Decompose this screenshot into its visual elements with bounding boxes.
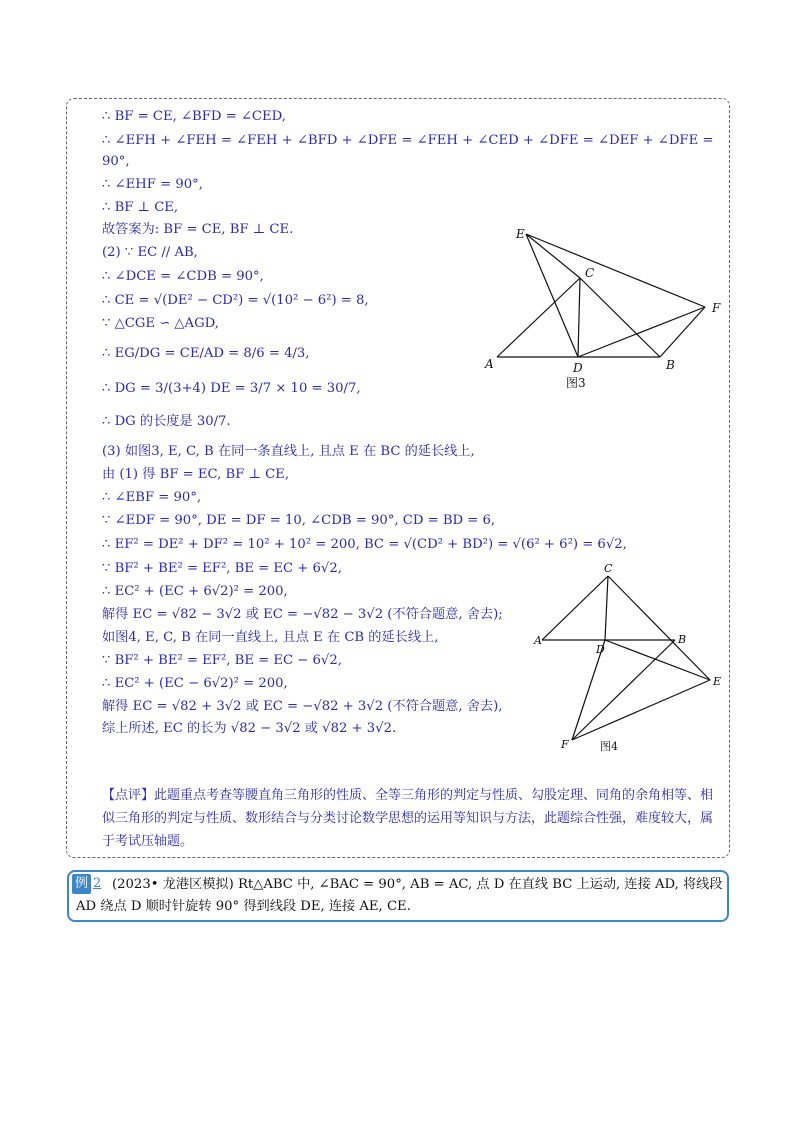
label-d: D bbox=[596, 643, 605, 656]
figure-4-diagram bbox=[530, 560, 730, 755]
solution-line: ∵ △CGE ∽ △AGD, bbox=[102, 316, 219, 331]
figure-3 bbox=[480, 222, 730, 401]
label-c: C bbox=[585, 266, 595, 280]
segment-ec bbox=[526, 234, 580, 278]
solution-line: ∴ EC² + (EC − 6√2)² = 200, bbox=[102, 676, 288, 691]
figure-4-caption: 图4 bbox=[600, 740, 618, 753]
solution-line: 由 (1) 得 BF = EC, BF ⊥ CE, bbox=[102, 467, 290, 482]
solution-line: ∴ BF ⊥ CE, bbox=[102, 200, 179, 215]
segment-cd bbox=[605, 576, 608, 640]
segment-ac bbox=[497, 278, 580, 357]
solution-line: ∴ EG/DG = CE/AD = 8/6 = 4/3, bbox=[102, 346, 310, 361]
solution-line: ∴ ∠EHF = 90°, bbox=[102, 177, 203, 192]
label-b: B bbox=[678, 633, 687, 646]
label-c: C bbox=[604, 562, 613, 575]
solution-line: ∴ ∠DCE = ∠CDB = 90°, bbox=[102, 269, 264, 284]
label-d: D bbox=[573, 361, 583, 375]
segment-fe bbox=[572, 680, 710, 740]
comment-tag: 【点评】 bbox=[102, 788, 155, 803]
segment-df bbox=[578, 307, 705, 357]
label-e: E bbox=[516, 227, 525, 241]
solution-line: 90°, bbox=[102, 154, 130, 169]
figure-3-diagram bbox=[480, 222, 730, 397]
solution-line: 如图4, E, C, B 在同一直线上, 且点 E 在 CB 的延长线上, bbox=[102, 630, 439, 645]
segment-de bbox=[605, 640, 710, 680]
comment-text: 此题重点考查等腰直角三角形的性质、全等三角形的判定与性质、勾股定理、同角的余角相等、相似三角形的判定与性质、数形结合与分类讨论数学思想的运用等知识与方法，此题综合性强，难度较大，属于考试压轴题。 bbox=[102, 788, 714, 849]
solution-line: 综上所述, EC 的长为 √82 − 3√2 或 √82 + 3√2. bbox=[102, 721, 397, 736]
solution-line: ∵ BF² + BE² = EF², BE = EC − 6√2, bbox=[102, 653, 342, 668]
solution-line: ∴ ∠EBF = 90°, bbox=[102, 490, 202, 505]
solution-line: ∴ EC² + (EC + 6√2)² = 200, bbox=[102, 584, 288, 599]
segment-ac bbox=[542, 576, 608, 640]
solution-line: ∴ EF² = DE² + DF² = 10² + 10² = 200, BC = √(CD² + BD²) = √(6² + 6²) = 6√2, bbox=[102, 537, 627, 552]
solution-line: ∴ BF = CE, ∠BFD = ∠CED, bbox=[102, 109, 286, 124]
solution-line: (2) ∵ EC // AB, bbox=[102, 245, 198, 260]
label-f: F bbox=[561, 738, 569, 751]
example-badge: 例 bbox=[72, 874, 91, 894]
segment-ce bbox=[608, 576, 710, 680]
label-e: E bbox=[713, 675, 722, 688]
solution-line: 解得 EC = √82 + 3√2 或 EC = −√82 + 3√2 (不符合题意, 舍去), bbox=[102, 699, 503, 714]
solution-line: ∴ DG = 3/(3+4) DE = 3/7 × 10 = 30/7, bbox=[102, 381, 361, 396]
segment-bf bbox=[660, 307, 705, 357]
segment-cd bbox=[578, 278, 580, 357]
segment-fb bbox=[572, 640, 675, 740]
solution-line: ∴ ∠EFH + ∠FEH = ∠FEH + ∠BFD + ∠DFE = ∠FEH + ∠CED + ∠DFE = ∠DEF + ∠DFE = bbox=[102, 133, 714, 148]
figure-3-caption: 图3 bbox=[566, 376, 586, 390]
solution-line: 故答案为: BF = CE, BF ⊥ CE. bbox=[102, 222, 294, 237]
figure-4 bbox=[530, 560, 730, 759]
solution-line: ∵ ∠EDF = 90°, DE = DF = 10, ∠CDB = 90°, CD = BD = 6, bbox=[102, 513, 496, 528]
label-f: F bbox=[712, 301, 721, 315]
solution-line: ∴ CE = √(DE² − CD²) = √(10² − 6²) = 8, bbox=[102, 293, 369, 308]
example-text-line-1: (2023• 龙港区模拟) Rt△ABC 中, ∠BAC = 90°, AB = AC, 点 D 在直线 BC 上运动, 连接 AD, 将线段 bbox=[112, 877, 723, 892]
solution-line: 解得 EC = √82 − 3√2 或 EC = −√82 − 3√2 (不符合题意, 舍去); bbox=[102, 607, 503, 622]
solution-line: ∵ BF² + BE² = EF², BE = EC + 6√2, bbox=[102, 561, 342, 576]
solution-line: (3) 如图3, E, C, B 在同一条直线上, 且点 E 在 BC 的延长线上, bbox=[102, 444, 475, 459]
example-text-line-2: AD 绕点 D 顺时针旋转 90° 得到线段 DE, 连接 AE, CE. bbox=[76, 899, 411, 914]
solution-line: ∴ DG 的长度是 30/7. bbox=[102, 414, 231, 429]
segment-cb bbox=[580, 278, 660, 357]
comment-paragraph bbox=[102, 784, 722, 853]
example-number: 2 bbox=[93, 876, 102, 891]
label-b: B bbox=[666, 358, 675, 372]
label-a: A bbox=[534, 634, 542, 647]
label-a: A bbox=[485, 357, 494, 371]
